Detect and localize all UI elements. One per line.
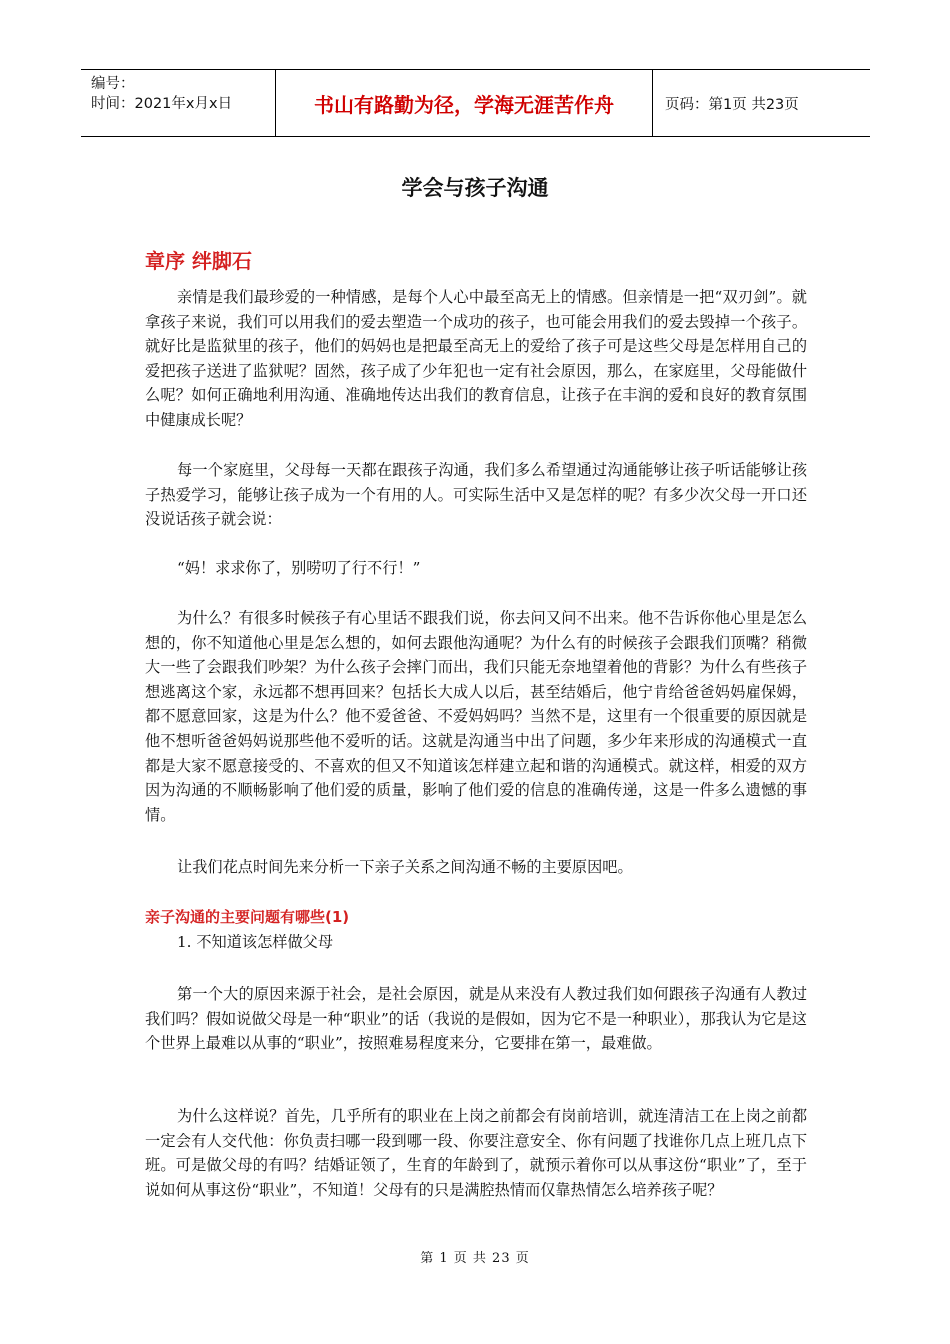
chapter-heading: 章序 绊脚石 <box>145 249 252 273</box>
header-motto-cell <box>275 70 653 136</box>
date-label: 时间：2021年x月x日 <box>91 96 233 112</box>
page-info: 页码：第1页 共23页 <box>665 96 799 113</box>
list-item: 1. 不知道该怎样做父母 <box>177 933 334 951</box>
paragraph-5: 让我们花点时间先来分析一下亲子关系之间沟通不畅的主要原因吧。 <box>177 858 633 876</box>
header-left-cell <box>81 70 275 136</box>
paragraph-1: 亲情是我们最珍爱的一种情感，是每个人心中最至高无上的情感。但亲情是一把“双刃剑”。就拿孩子来说，我们可以用我们的爱去塑造一个成功的孩子，也可能会用我们的爱去毁掉一个孩子。就好比是监狱里的孩子，他们的妈妈也是把最至高无上的爱给了孩子可是这些父母是怎样用自己的爱把孩子送进了监狱呢？固然，孩子成了少年犯也一定有社会原因，那么，在家庭里，父母能做什么呢？如何正确地利用沟通、准确地传达出我们的教育信息，让孩子在丰润的爱和良好的教育氛围中健康成长呢？ <box>145 288 807 429</box>
header-page-cell <box>653 70 870 136</box>
page-footer: 第 1 页 共 23 页 <box>420 1251 530 1266</box>
number-label: 编号： <box>91 76 135 92</box>
header-table <box>81 69 870 137</box>
paragraph-7: 为什么这样说？首先，几乎所有的职业在上岗之前都会有岗前培训，就连清洁工在上岗之前都一定会有人交代他：你负责扫哪一段到哪一段、你要注意安全、你有问题了找谁你几点上班几点下班。可是做父母的有吗？结婚证领了，生育的年龄到了，就预示着你可以从事这份“职业”了，至于说如何从事这份“职业”，不知道！父母有的只是满腔热情而仅靠热情怎么培养孩子呢？ <box>145 1107 807 1199</box>
paragraph-2: 每一个家庭里，父母每一天都在跟孩子沟通，我们多么希望通过沟通能够让孩子听话能够让孩子热爱学习，能够让孩子成为一个有用的人。可实际生活中又是怎样的呢？有多少次父母一开口还没说话孩子就会说： <box>145 461 807 529</box>
paragraph-6: 第一个大的原因来源于社会，是社会原因，就是从来没有人教过我们如何跟孩子沟通有人教过我们吗？假如说做父母是一种“职业”的话（我说的是假如，因为它不是一种职业），那我认为它是这个世界上最难以从事的“职业”，按照难易程度来分，它要排在第一，最难做。 <box>145 985 807 1053</box>
document-title: 学会与孩子沟通 <box>401 176 549 200</box>
paragraph-3: “妈！求求你了，别唠叨了行不行！” <box>177 559 421 577</box>
motto: 书山有路勤为径，学海无涯苦作舟 <box>314 92 614 117</box>
section-subheading: 亲子沟通的主要问题有哪些(1) <box>145 908 350 926</box>
paragraph-4: 为什么？有很多时候孩子有心里话不跟我们说，你去问又问不出来。他不告诉你他心里是怎么想的，你不知道他心里是怎么想的，如何去跟他沟通呢？为什么有的时候孩子会跟我们顶嘴？稍微大一些了会跟我们吵架？为什么孩子会摔门而出，我们只能无奈地望着他的背影？为什么有些孩子想逃离这个家，永远都不想再回来？包括长大成人以后，甚至结婚后，他宁肯给爸爸妈妈雇保姆，都不愿意回家，这是为什么？他不爱爸爸、不爱妈妈吗？当然不是，这里有一个很重要的原因就是他不想听爸爸妈妈说那些他不爱听的话。这就是沟通当中出了问题，多少年来形成的沟通模式一直都是大家不愿意接受的、不喜欢的但又不知道该怎样建立起和谐的沟通模式。就这样，相爱的双方因为沟通的不顺畅影响了他们爱的质量，影响了他们爱的信息的准确传递，这是一件多么遗憾的事情。 <box>145 609 807 824</box>
